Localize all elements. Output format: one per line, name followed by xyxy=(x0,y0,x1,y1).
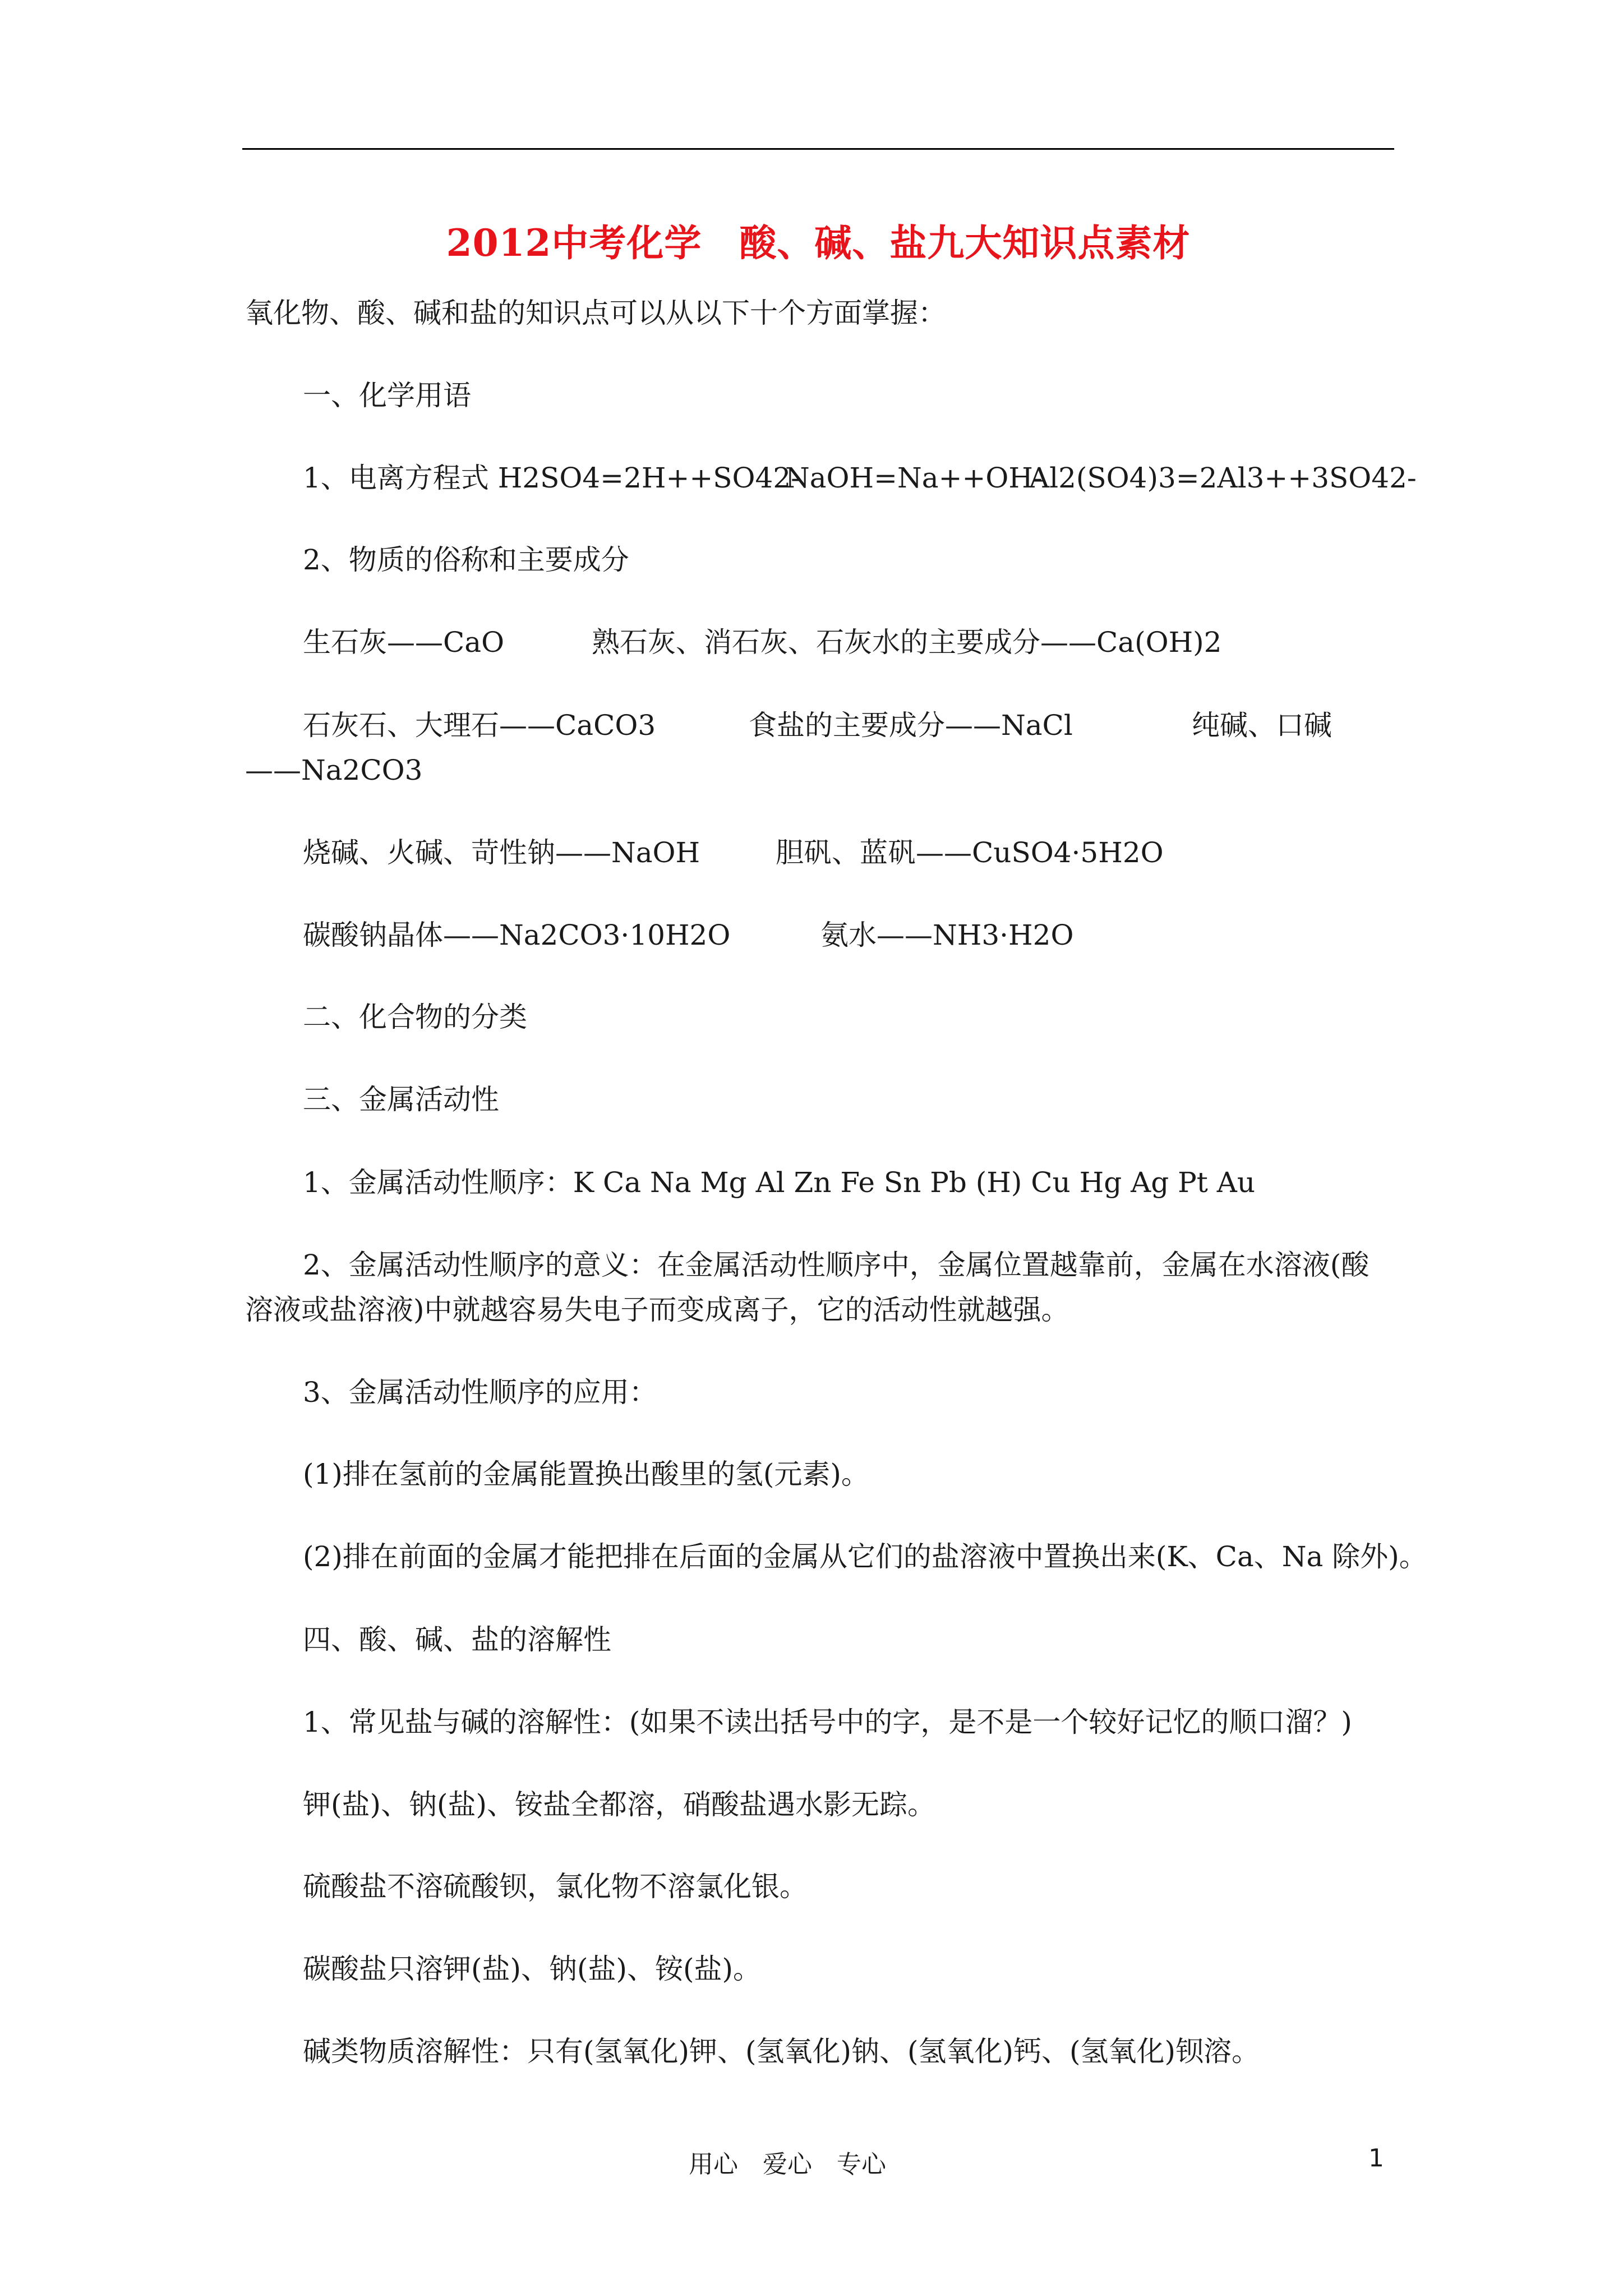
section-2-heading: 二、化合物的分类 xyxy=(303,1001,527,1033)
blue-vitriol-text: 胆矾、蓝矾——CuSO4·5H2O xyxy=(776,836,1164,869)
section-3-heading: 三、金属活动性 xyxy=(303,1083,499,1116)
activity-use-1: (1)排在氢前的金属能置换出酸里的氢(元素)。 xyxy=(303,1458,869,1490)
intro-text: 氧化物、酸、碱和盐的知识点可以从以下十个方面掌握： xyxy=(245,297,946,329)
activity-series-text: 1、金属活动性顺序：K Ca Na Mg Al Zn Fe Sn Pb (H) Cu Hg Ag Pt Au xyxy=(303,1166,1256,1199)
page-number: 1 xyxy=(1368,2144,1384,2173)
table-salt-text: 食盐的主要成分——NaCl xyxy=(749,709,1073,742)
activity-meaning-line-2: 溶液或盐溶液)中就越容易失电子而变成离子，它的活动性就越强。 xyxy=(245,1294,1069,1326)
common-names-heading: 2、物质的俗称和主要成分 xyxy=(303,544,629,576)
solubility-rhyme-2: 硫酸盐不溶硫酸钡，氯化物不溶氯化银。 xyxy=(303,1870,808,1903)
quicklime-text: 生石灰——CaO xyxy=(303,626,505,659)
solubility-rhyme-4: 碱类物质溶解性：只有(氢氧化)钾、(氢氧化)钠、(氢氧化)钙、(氢氧化)钡溶。 xyxy=(303,2035,1260,2068)
section-1-heading: 一、化学用语 xyxy=(303,379,471,412)
header-rule xyxy=(242,148,1394,150)
soda-ash-formula: ——Na2CO3 xyxy=(245,754,423,786)
activity-use-heading: 3、金属活动性顺序的应用： xyxy=(303,1376,657,1409)
solubility-rhyme-3: 碳酸盐只溶钾(盐)、钠(盐)、铵(盐)。 xyxy=(303,1953,762,1985)
ionization-equation-3: Al2(SO4)3=2Al3++3SO42- xyxy=(1029,462,1417,494)
activity-use-2: (2)排在前面的金属才能把排在后面的金属从它们的盐溶液中置换出来(K、Ca、Na 除外)。 xyxy=(303,1540,1427,1573)
section-4-heading: 四、酸、碱、盐的溶解性 xyxy=(303,1623,611,1656)
ionization-equation-1: 1、电离方程式 H2SO4=2H++SO42- xyxy=(303,462,801,494)
solubility-intro: 1、常见盐与碱的溶解性：(如果不读出括号中的字，是不是一个较好记忆的顺口溜？) xyxy=(303,1706,1352,1738)
caustic-soda-text: 烧碱、火碱、苛性钠——NaOH xyxy=(303,836,700,869)
document-title: 2012中考化学 酸、碱、盐九大知识点素材 xyxy=(446,221,1191,265)
slaked-lime-text: 熟石灰、消石灰、石灰水的主要成分——Ca(OH)2 xyxy=(592,626,1222,659)
activity-meaning-line-1: 2、金属活动性顺序的意义：在金属活动性顺序中，金属位置越靠前，金属在水溶液(酸 xyxy=(303,1249,1370,1281)
limestone-text: 石灰石、大理石——CaCO3 xyxy=(303,709,656,742)
solubility-rhyme-1: 钾(盐)、钠(盐)、铵盐全都溶，硝酸盐遇水影无踪。 xyxy=(303,1788,936,1821)
footer-slogan: 用心 爱心 专心 xyxy=(689,2150,886,2179)
soda-crystal-text: 碳酸钠晶体——Na2CO3·10H2O xyxy=(303,919,731,951)
soda-ash-text: 纯碱、口碱 xyxy=(1192,709,1332,742)
ammonia-water-text: 氨水——NH3·H2O xyxy=(820,919,1074,951)
ionization-equation-2: NaOH=Na++OH- xyxy=(785,462,1043,494)
